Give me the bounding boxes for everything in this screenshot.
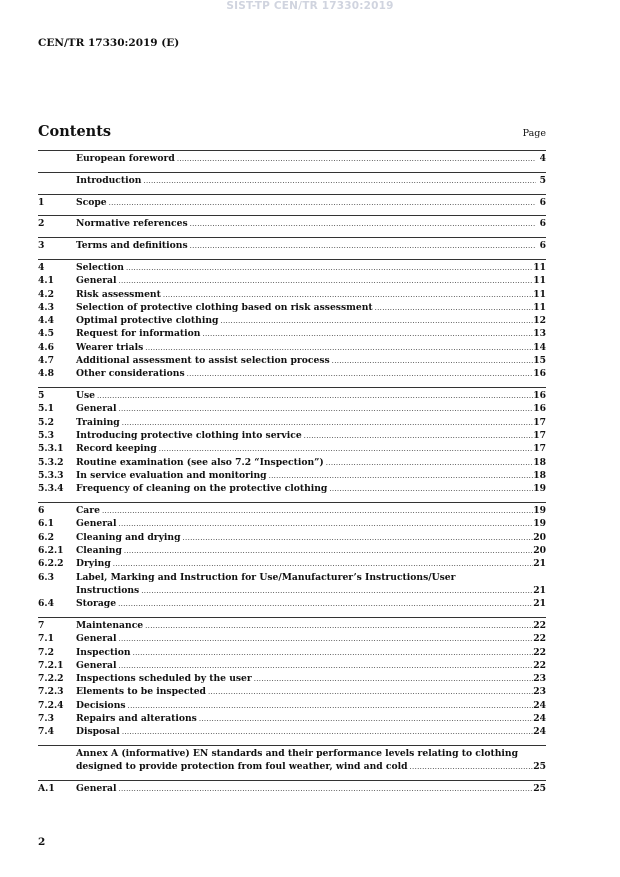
toc-entry-page: 17 <box>533 430 546 442</box>
toc-entry-page: 20 <box>533 544 546 556</box>
toc-entry-number: 7.4 <box>38 726 54 738</box>
toc-entry-page: 21 <box>533 558 546 570</box>
toc-dot-leader <box>267 470 534 483</box>
toc-entry-page: 23 <box>533 686 546 698</box>
toc-entry-title: General <box>76 403 117 415</box>
toc-entry-page: 16 <box>533 368 546 380</box>
toc-entry-number: 5.3.2 <box>38 456 64 468</box>
toc-dot-leader <box>117 275 534 288</box>
toc-dot-leader <box>175 153 536 166</box>
toc-entry-page: 18 <box>533 456 546 468</box>
toc-entry-number: 5.3.4 <box>38 483 64 495</box>
toc-entry[interactable] <box>38 632 546 645</box>
toc-dot-leader <box>143 620 533 633</box>
toc-dot-leader <box>126 700 534 713</box>
toc-entry-title: Storage <box>76 598 117 610</box>
toc-entry-page: 17 <box>533 443 546 455</box>
toc-entry-title: Decisions <box>76 699 126 711</box>
toc-entry-page: 18 <box>533 469 546 481</box>
toc-entry-page: 11 <box>533 275 546 287</box>
toc-entry-page: 21 <box>533 598 546 610</box>
toc-entry-page: 22 <box>533 633 546 645</box>
toc-entry[interactable] <box>38 502 546 517</box>
toc-entry-number: 6.4 <box>38 598 54 610</box>
toc-dot-leader <box>117 783 534 796</box>
watermark: SIST-TP CEN/TR 17330:2019 <box>226 0 394 12</box>
toc-entry-page: 25 <box>533 761 546 773</box>
toc-entry[interactable] <box>38 531 546 544</box>
toc-dot-leader <box>124 262 533 275</box>
toc-entry-page: 19 <box>533 505 546 517</box>
toc-entry[interactable] <box>38 194 546 209</box>
toc-entry-title: Cleaning and drying <box>76 531 181 543</box>
toc-entry-title: Terms and definitions <box>76 240 188 252</box>
toc-entry-page: 24 <box>533 699 546 711</box>
toc-entry[interactable] <box>38 617 546 632</box>
toc-entry-title: European foreword <box>76 153 175 164</box>
toc-dot-leader <box>157 443 533 456</box>
toc-dot-leader <box>117 403 534 416</box>
toc-entry-title: General <box>76 659 117 671</box>
toc-dot-leader <box>197 713 533 726</box>
toc-entry[interactable] <box>38 646 546 659</box>
toc-dot-leader <box>107 197 536 210</box>
toc-entry-page: 19 <box>533 483 546 495</box>
toc-dot-leader <box>100 505 533 518</box>
toc-entry-number: 4.7 <box>38 355 54 367</box>
toc-dot-leader <box>218 315 533 328</box>
toc-dot-leader <box>200 328 533 341</box>
toc-entry-number: 5.3 <box>38 430 54 442</box>
toc-entry-number: 7.3 <box>38 712 54 724</box>
toc-entry[interactable] <box>38 780 546 795</box>
toc-entry[interactable] <box>38 712 546 725</box>
toc-entry[interactable] <box>38 469 546 482</box>
toc-entry-number: 4 <box>38 261 45 273</box>
toc-dot-leader <box>139 585 533 598</box>
toc-entry-title: Additional assessment to assist selection process <box>76 355 330 367</box>
toc-entry-number: 7 <box>38 619 45 631</box>
toc-entry-page: 20 <box>533 531 546 543</box>
toc-entry-page: 5 <box>539 174 546 186</box>
toc-dot-leader <box>324 457 533 470</box>
contents-title: Contents <box>38 123 112 140</box>
toc-entry-title: Selection <box>76 261 124 273</box>
toc-entry-number: 5.2 <box>38 416 54 428</box>
toc-entry[interactable] <box>38 314 546 327</box>
toc-entry-title: Care <box>76 505 100 517</box>
toc-entry-number: 6 <box>38 505 45 517</box>
toc-entry-title: Introduction <box>76 174 142 186</box>
toc-entry-title: Elements to be inspected <box>76 686 206 698</box>
toc-entry-number: 7.1 <box>38 633 54 645</box>
toc-entry[interactable] <box>38 367 546 380</box>
toc-dot-leader <box>188 218 536 231</box>
toc-entry-number: 4.2 <box>38 288 54 300</box>
toc-entry-title: General <box>76 783 117 795</box>
toc-dot-leader <box>111 558 533 571</box>
toc-entry[interactable] <box>38 597 546 610</box>
toc-entry-page: 25 <box>533 783 546 795</box>
toc-dot-leader <box>252 673 533 686</box>
toc-dot-leader <box>330 355 534 368</box>
toc-entry-title: Other considerations <box>76 368 185 380</box>
toc-entry-title: General <box>76 275 117 287</box>
toc-entry-title: In service evaluation and monitoring <box>76 469 267 481</box>
toc-entry-title: Training <box>76 416 120 428</box>
toc-entry-title: Request for information <box>76 328 201 340</box>
toc-dot-leader <box>302 430 534 443</box>
toc-entry-title: Wearer trials <box>76 341 144 353</box>
toc-entry-number: 6.2 <box>38 531 54 543</box>
toc-dot-leader <box>185 368 534 381</box>
toc-entry-page: 16 <box>533 390 546 402</box>
toc-entry[interactable] <box>38 517 546 530</box>
toc-entry-page: 4 <box>539 153 546 164</box>
toc-entry-title: Risk assessment <box>76 288 161 300</box>
toc-entry[interactable] <box>38 442 546 455</box>
toc-entry[interactable] <box>38 429 546 442</box>
toc-dot-leader <box>206 686 533 699</box>
toc-dot-leader <box>117 518 534 531</box>
toc-entry-number: A.1 <box>38 783 55 795</box>
toc-entry-number: 7.2.2 <box>38 673 64 685</box>
toc-entry[interactable] <box>38 699 546 712</box>
toc-entry[interactable] <box>38 215 546 230</box>
document-code: CEN/TR 17330:2019 (E) <box>38 37 180 49</box>
toc-dot-leader <box>117 633 534 646</box>
toc-entry[interactable] <box>38 659 546 672</box>
toc-entry-number: 6.2.2 <box>38 558 64 570</box>
toc-entry[interactable] <box>38 725 546 738</box>
toc-dot-leader <box>188 240 536 253</box>
toc-entry-number: 4.1 <box>38 275 54 287</box>
toc-entry[interactable] <box>38 672 546 685</box>
toc-entry-page: 11 <box>533 301 546 313</box>
toc-entry[interactable] <box>38 416 546 429</box>
toc-dot-leader <box>408 761 534 774</box>
toc-entry-page: 13 <box>533 328 546 340</box>
toc-entry-title: Optimal protective clothing <box>76 315 219 327</box>
toc-entry-page: 22 <box>533 659 546 671</box>
toc-entry[interactable] <box>38 557 546 570</box>
toc-entry-number: 7.2.1 <box>38 659 64 671</box>
toc-entry[interactable] <box>38 544 546 557</box>
toc-entry-page: 14 <box>533 341 546 353</box>
toc-dot-leader <box>117 660 534 673</box>
toc-entry-number: 5.3.3 <box>38 469 64 481</box>
toc-entry-title: Disposal <box>76 726 120 738</box>
toc-dot-leader <box>116 598 533 611</box>
toc-entry-title: Inspection <box>76 646 131 658</box>
toc-entry-page: 16 <box>533 403 546 415</box>
toc-entry-title: Drying <box>76 558 111 570</box>
toc-entry[interactable] <box>38 327 546 340</box>
toc-entry-title: Record keeping <box>76 443 157 455</box>
toc-entry-number: 7.2.4 <box>38 699 64 711</box>
toc-entry-page: 21 <box>533 584 546 596</box>
toc-entry[interactable] <box>38 571 546 598</box>
toc-entry-number: 1 <box>38 196 45 208</box>
toc-dot-leader <box>161 289 533 302</box>
page-number: 2 <box>38 836 46 848</box>
toc-dot-leader <box>373 302 534 315</box>
toc-entry[interactable] <box>38 274 546 287</box>
toc-entry[interactable] <box>38 685 546 698</box>
toc-entry-number: 2 <box>38 218 45 230</box>
toc-dot-leader <box>122 545 533 558</box>
toc-entry-title: General <box>76 518 117 530</box>
toc-dot-leader <box>143 342 533 355</box>
toc-entry[interactable] <box>38 482 546 495</box>
toc-entry-number: 4.5 <box>38 328 54 340</box>
toc-entry-page: 11 <box>533 288 546 300</box>
page-column-label: Page <box>522 128 546 139</box>
toc-dot-leader <box>120 726 533 739</box>
toc-entry-title: General <box>76 633 117 645</box>
toc-entry-number: 3 <box>38 240 45 252</box>
toc-entry-number: 6.3 <box>38 571 54 583</box>
toc-entry-number: 5.1 <box>38 403 54 415</box>
toc-entry-title: Introducing protective clothing into service <box>76 430 302 442</box>
toc-entry-page: 6 <box>539 218 546 230</box>
toc-entry[interactable] <box>38 341 546 354</box>
toc-entry-number: 4.4 <box>38 315 54 327</box>
toc-entry-title: Repairs and alterations <box>76 712 197 724</box>
toc-entry-title: Inspections scheduled by the user <box>76 673 252 685</box>
toc-entry-title-continued: designed to provide protection from foul weather, wind and cold <box>76 761 408 773</box>
toc-dot-leader <box>120 417 533 430</box>
toc-entry[interactable] <box>38 172 546 187</box>
toc-entry[interactable] <box>38 150 546 165</box>
table-of-contents <box>38 150 546 795</box>
toc-dot-leader <box>181 532 534 545</box>
toc-entry-number: 4.6 <box>38 341 54 353</box>
toc-entry[interactable] <box>38 402 546 415</box>
toc-entry-number: 7.2.3 <box>38 686 64 698</box>
toc-entry-title: Selection of protective clothing based on risk assessment <box>76 301 373 313</box>
toc-entry-page: 24 <box>533 712 546 724</box>
toc-entry-number: 4.3 <box>38 301 54 313</box>
toc-entry-page: 22 <box>533 646 546 658</box>
toc-entry-number: 4.8 <box>38 368 54 380</box>
toc-dot-leader <box>141 175 536 188</box>
toc-entry-title: Scope <box>76 196 107 208</box>
toc-entry-title: Maintenance <box>76 619 144 631</box>
toc-entry[interactable] <box>38 301 546 314</box>
toc-entry-page: 19 <box>533 518 546 530</box>
toc-entry[interactable] <box>38 237 546 252</box>
toc-dot-leader <box>327 483 533 496</box>
toc-entry-page: 22 <box>533 619 546 631</box>
toc-entry-page: 24 <box>533 726 546 738</box>
toc-entry-page: 15 <box>533 355 546 367</box>
toc-entry[interactable] <box>38 354 546 367</box>
toc-entry-number: 5.3.1 <box>38 443 64 455</box>
toc-entry-title: Frequency of cleaning on the protective clothing <box>76 483 328 495</box>
toc-entry-page: 6 <box>539 240 546 252</box>
toc-entry-number: 5 <box>38 390 45 402</box>
toc-entry-title-continued: Instructions <box>76 584 140 596</box>
toc-entry-title: Annex A (informative) EN standards and their performance levels relating to clothing <box>76 748 518 760</box>
toc-entry[interactable] <box>38 745 546 774</box>
toc-dot-leader <box>131 647 534 660</box>
toc-entry-page: 6 <box>539 196 546 208</box>
toc-entry-title: Label, Marking and Instruction for Use/Manufacturer’s Instructions/User <box>76 571 456 583</box>
toc-entry-page: 17 <box>533 416 546 428</box>
toc-dot-leader <box>95 390 533 403</box>
toc-entry-number: 6.1 <box>38 518 54 530</box>
toc-entry[interactable] <box>38 288 546 301</box>
toc-entry-title: Cleaning <box>76 544 122 556</box>
toc-entry-title: Routine examination (see also 7.2 “Inspection”) <box>76 456 324 468</box>
toc-entry-page: 12 <box>533 315 546 327</box>
toc-entry[interactable] <box>38 387 546 402</box>
toc-entry-number: 6.2.1 <box>38 544 64 556</box>
toc-entry-title: Use <box>76 390 96 402</box>
toc-entry-page: 11 <box>533 261 546 273</box>
toc-entry-page: 23 <box>533 673 546 685</box>
toc-entry-title: Normative references <box>76 218 188 230</box>
toc-entry[interactable] <box>38 259 546 274</box>
toc-entry[interactable] <box>38 456 546 469</box>
toc-entry-number: 7.2 <box>38 646 54 658</box>
